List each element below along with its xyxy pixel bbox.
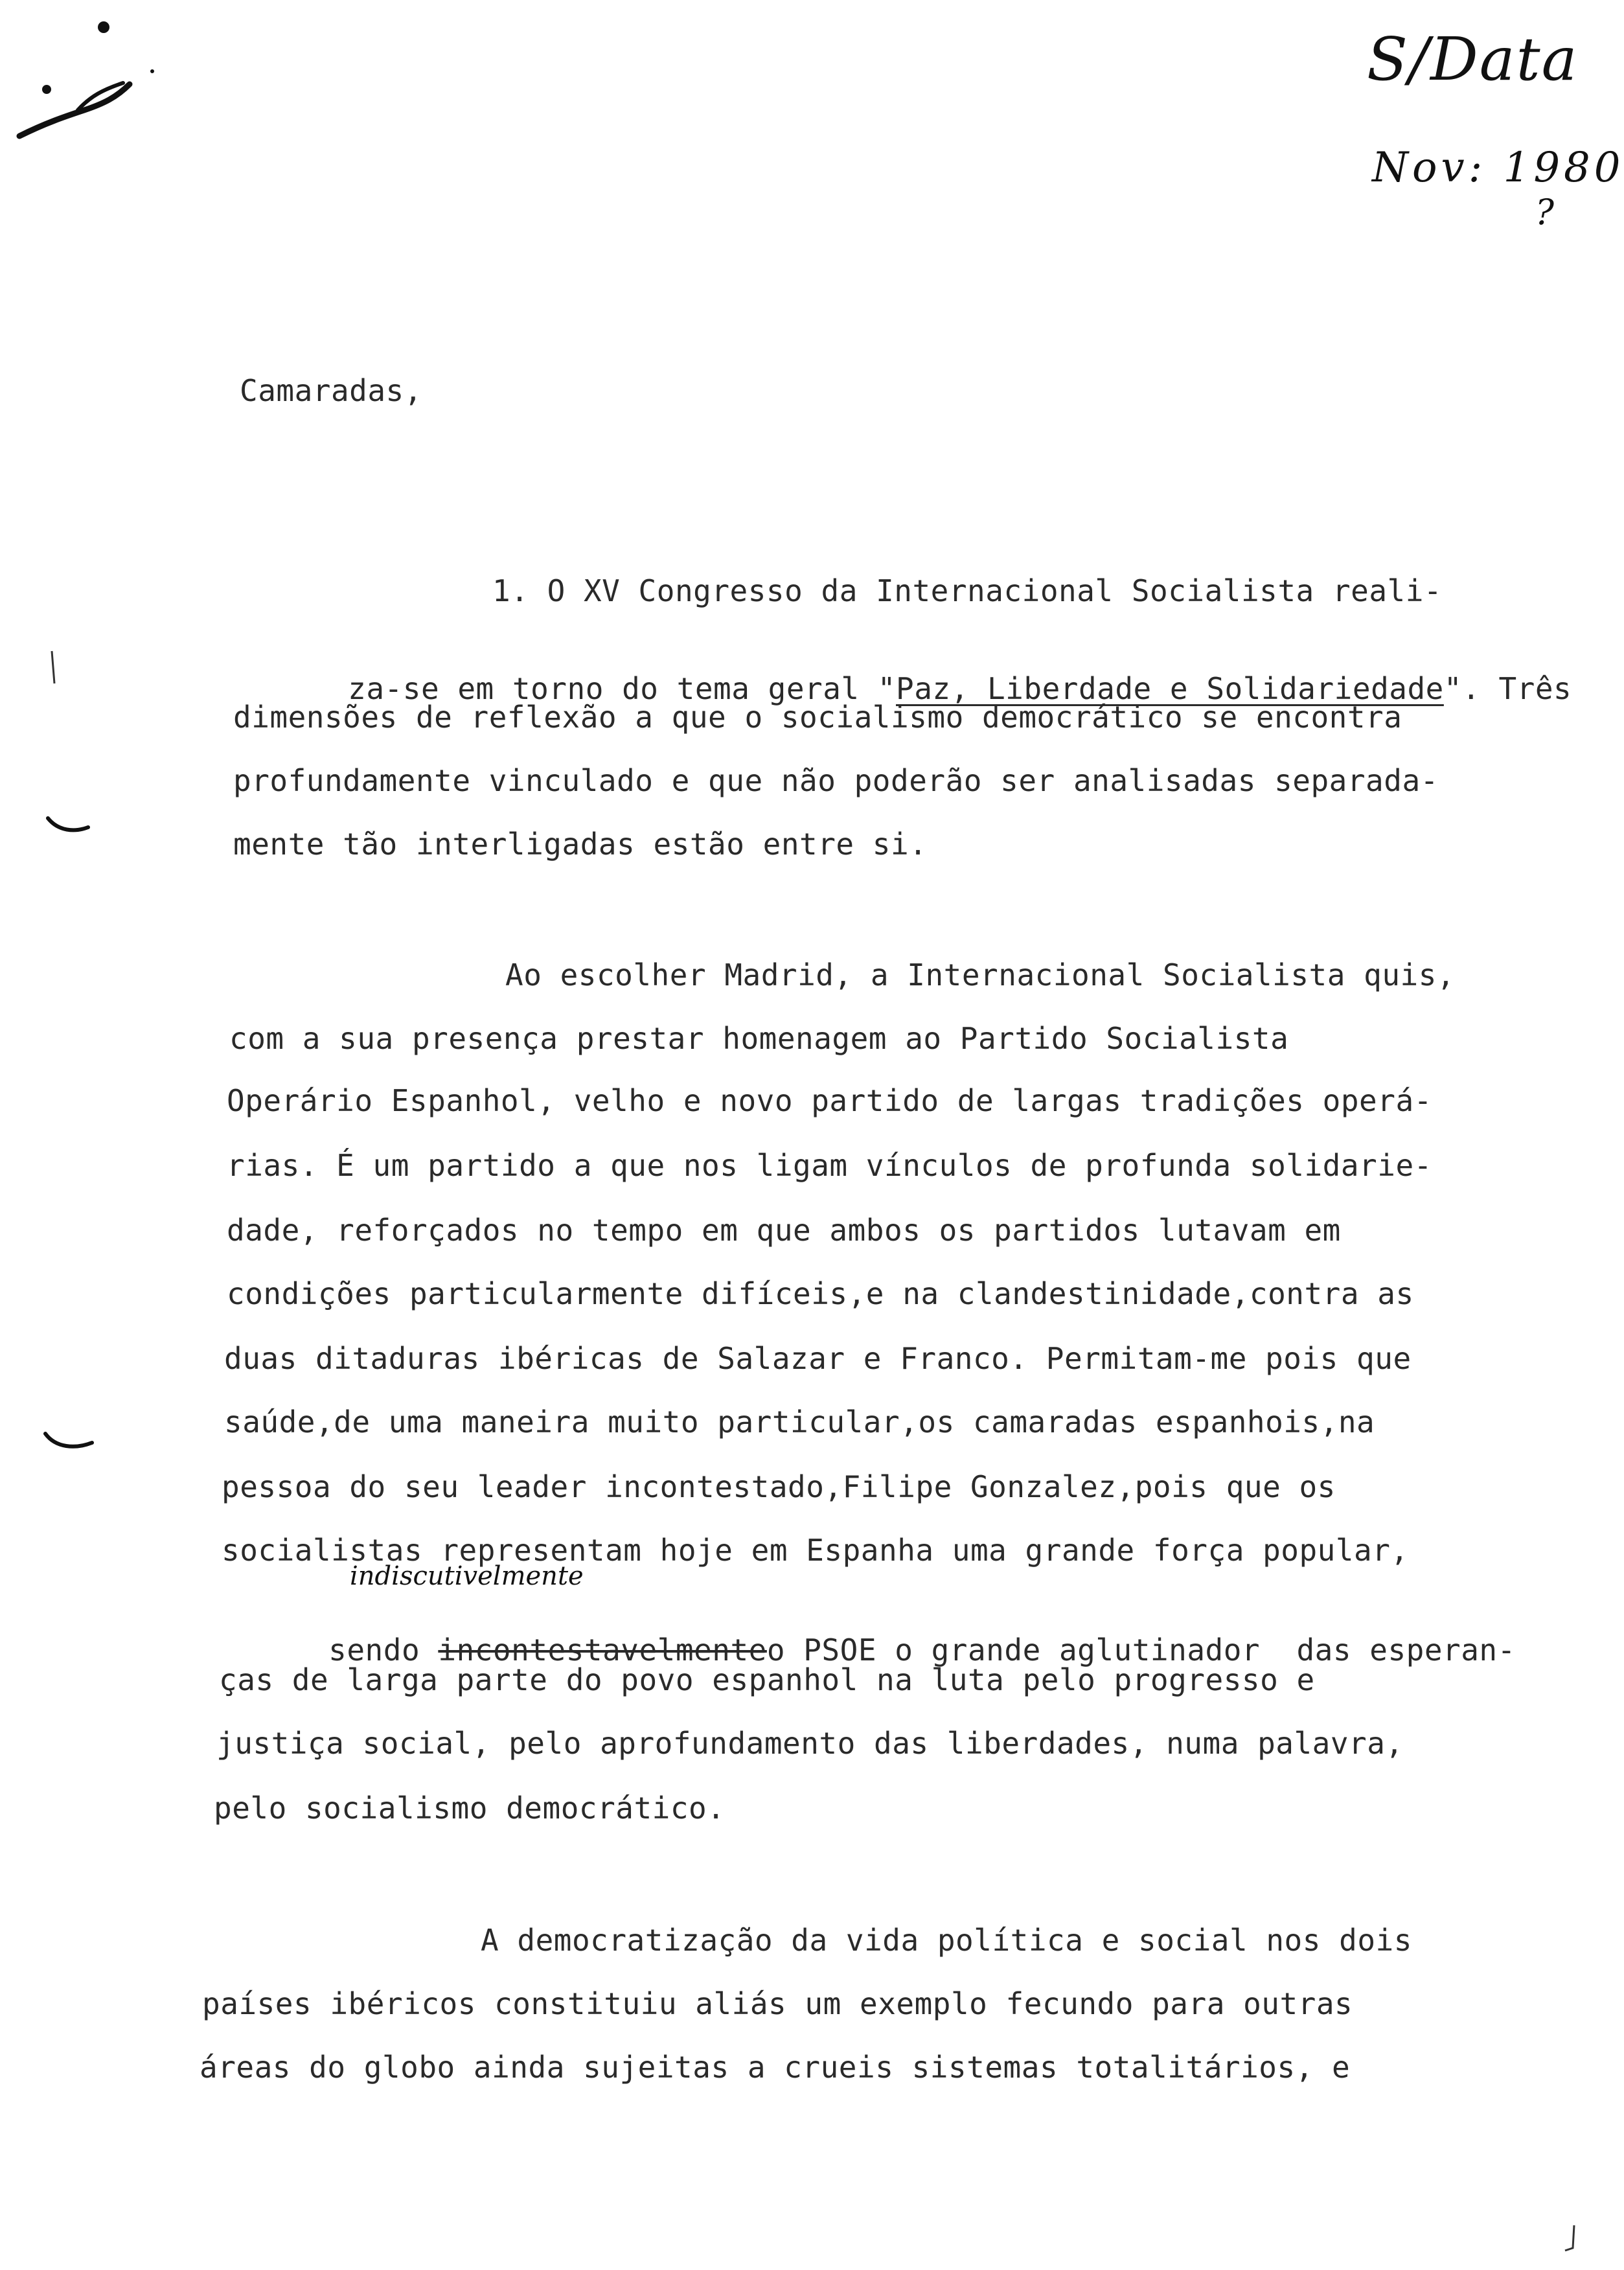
text-line: com a sua presença prestar homenagem ao Partido Socialista: [229, 1021, 1289, 1056]
text-line: saúde,de uma maneira muito particular,os camaradas espanhois,na: [224, 1404, 1375, 1439]
text-line: profundamente vinculado e que não poderão ser analisadas separada-: [233, 763, 1439, 798]
text-line: áreas do globo ainda sujeitas a crueis sistemas totalitários, e: [200, 2050, 1351, 2085]
text-line: ças de larga parte do povo espanhol na luta pelo progresso e: [219, 1662, 1315, 1697]
salutation: Camaradas,: [240, 373, 422, 408]
text-line: países ibéricos constituiu aliás um exemplo fecundo para outras: [202, 1986, 1353, 2021]
text-line: Ao escolher Madrid, a Internacional Socialista quis,: [505, 957, 1456, 992]
handwritten-question-mark: ?: [1535, 192, 1554, 233]
margin-tick-mark: [47, 648, 60, 687]
text-line: dade, reforçados no tempo em que ambos os partidos lutavam em: [227, 1213, 1341, 1248]
margin-curve-mark: [45, 813, 91, 839]
handwritten-no-date-label: S/Data: [1367, 25, 1579, 94]
struck-word: incontestavelmente: [438, 1633, 767, 1668]
text-segment: za-se em torno do tema geral ": [348, 671, 897, 706]
text-line: pelo socialismo democrático.: [214, 1791, 726, 1826]
congress-theme: Paz, Liberdade e Solidariedade: [896, 671, 1444, 706]
text-segment: ". Três: [1443, 671, 1572, 706]
text-line: duas ditaduras ibéricas de Salazar e Franco. Permitam-me pois que: [224, 1341, 1412, 1376]
text-segment: sendo: [328, 1633, 439, 1668]
text-line: Operário Espanhol, velho e novo partido de largas tradições operá-: [227, 1083, 1432, 1118]
text-line: socialistas representam hoje em Espanha uma grande força popular,: [222, 1533, 1409, 1568]
text-segment: o PSOE o grande aglutinador das esperan-: [766, 1633, 1516, 1668]
corner-mark: [1561, 2222, 1581, 2254]
text-line: justiça social, pelo aprofundamento das liberdades, numa palavra,: [216, 1726, 1404, 1761]
margin-curve-mark: [43, 1428, 95, 1454]
text-line: mente tão interligadas estão entre si.: [233, 827, 928, 862]
text-line: pessoa do seu leader incontestado,Filipe Gonzalez,pois que os: [222, 1469, 1336, 1504]
text-line: rias. É um partido a que nos ligam vínculos de profunda solidarie-: [227, 1148, 1432, 1183]
text-line: 1. O XV Congresso da Internacional Socialista reali-: [492, 573, 1443, 608]
handwritten-correction: indiscutivelmente: [350, 1561, 584, 1591]
handwritten-date: Nov: 1980: [1372, 144, 1624, 192]
text-line: dimensões de reflexão a que o socialismo democrático se encontra: [233, 700, 1402, 735]
text-line: condições particularmente difíceis,e na clandestinidade,contra as: [227, 1276, 1414, 1311]
text-line: A democratização da vida política e social nos dois: [481, 1923, 1412, 1958]
scribble-mark: [6, 13, 155, 143]
